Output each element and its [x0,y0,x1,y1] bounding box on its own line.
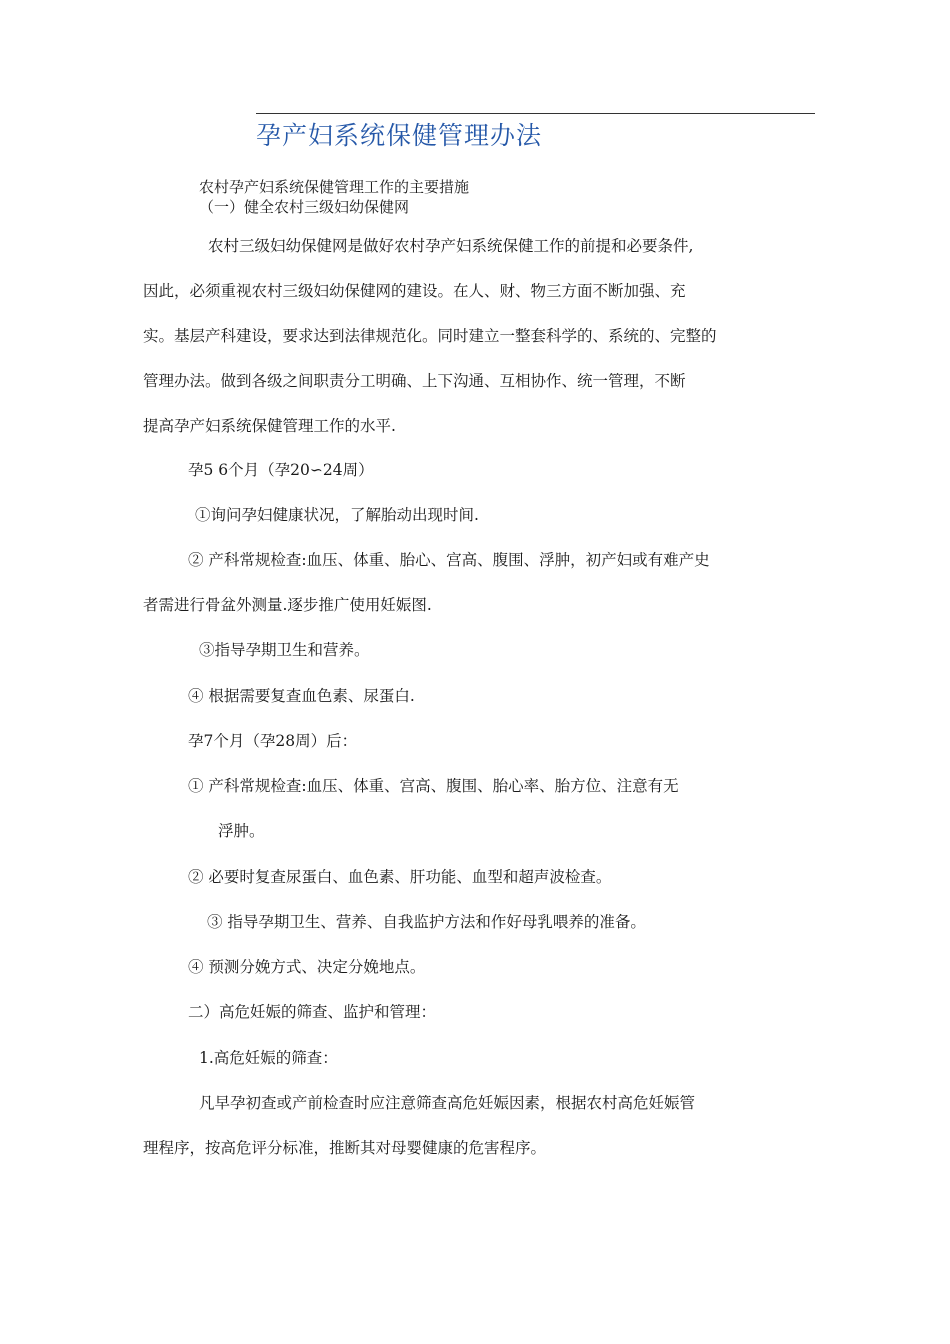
list-item: ① 产科常规检查:血压、体重、宫高、腹围、胎心率、胎方位、注意有无 [188,777,679,795]
paragraph-line: 实。基层产科建设，要求达到法律规范化。同时建立一整套科学的、系统的、完整的 [143,327,717,345]
stage-heading-5-6-months: 孕5 6个月（孕20∽24周） [188,461,374,479]
paragraph-line: 凡早孕初查或产前检查时应注意筛查高危妊娠因素，根据农村高危妊娠管 [199,1094,696,1112]
list-item: ③指导孕期卫生和营养。 [199,641,370,659]
paragraph-line: 理程序，按高危评分标准，推断其对母婴健康的危害程序。 [143,1139,547,1157]
list-item-continuation: 者需进行骨盆外测量.逐步推广使用妊娠图. [143,596,432,614]
list-item: ④ 预测分娩方式、决定分娩地点。 [188,958,426,976]
paragraph-line: 提高孕产妇系统保健管理工作的水平. [143,417,396,435]
list-item: ② 必要时复查尿蛋白、血色素、肝功能、血型和超声波检查。 [188,868,612,886]
list-item-continuation: 浮肿。 [218,822,265,840]
sub-heading: 1.高危妊娠的筛查： [199,1049,338,1067]
document-title: 孕产妇系统保健管理办法 [256,121,543,150]
stage-heading-7-months: 孕7个月（孕28周）后： [188,732,358,750]
paragraph-line: 农村三级妇幼保健网是做好农村孕产妇系统保健工作的前提和必要条件, [208,237,694,255]
section-heading-1: （一）健全农村三级妇幼保健网 [199,198,410,216]
list-item: ④ 根据需要复查血色素、尿蛋白. [188,687,415,705]
section-heading-2: 二）高危妊娠的筛查、监护和管理： [188,1003,437,1021]
subtitle: 农村孕产妇系统保健管理工作的主要措施 [199,178,470,196]
list-item: ② 产科常规检查:血压、体重、胎心、宫高、腹围、浮肿，初产妇或有难产史 [188,551,710,569]
list-item: ①询问孕妇健康状况，了解胎动出现时间. [195,506,479,524]
list-item: ③ 指导孕期卫生、营养、自我监护方法和作好母乳喂养的准备。 [207,913,646,931]
header-rule [256,113,815,114]
paragraph-line: 管理办法。做到各级之间职责分工明确、上下沟通、互相协作、统一管理，不断 [143,372,686,390]
paragraph-line: 因此，必须重视农村三级妇幼保健网的建设。在人、财、物三方面不断加强、充 [143,282,686,300]
